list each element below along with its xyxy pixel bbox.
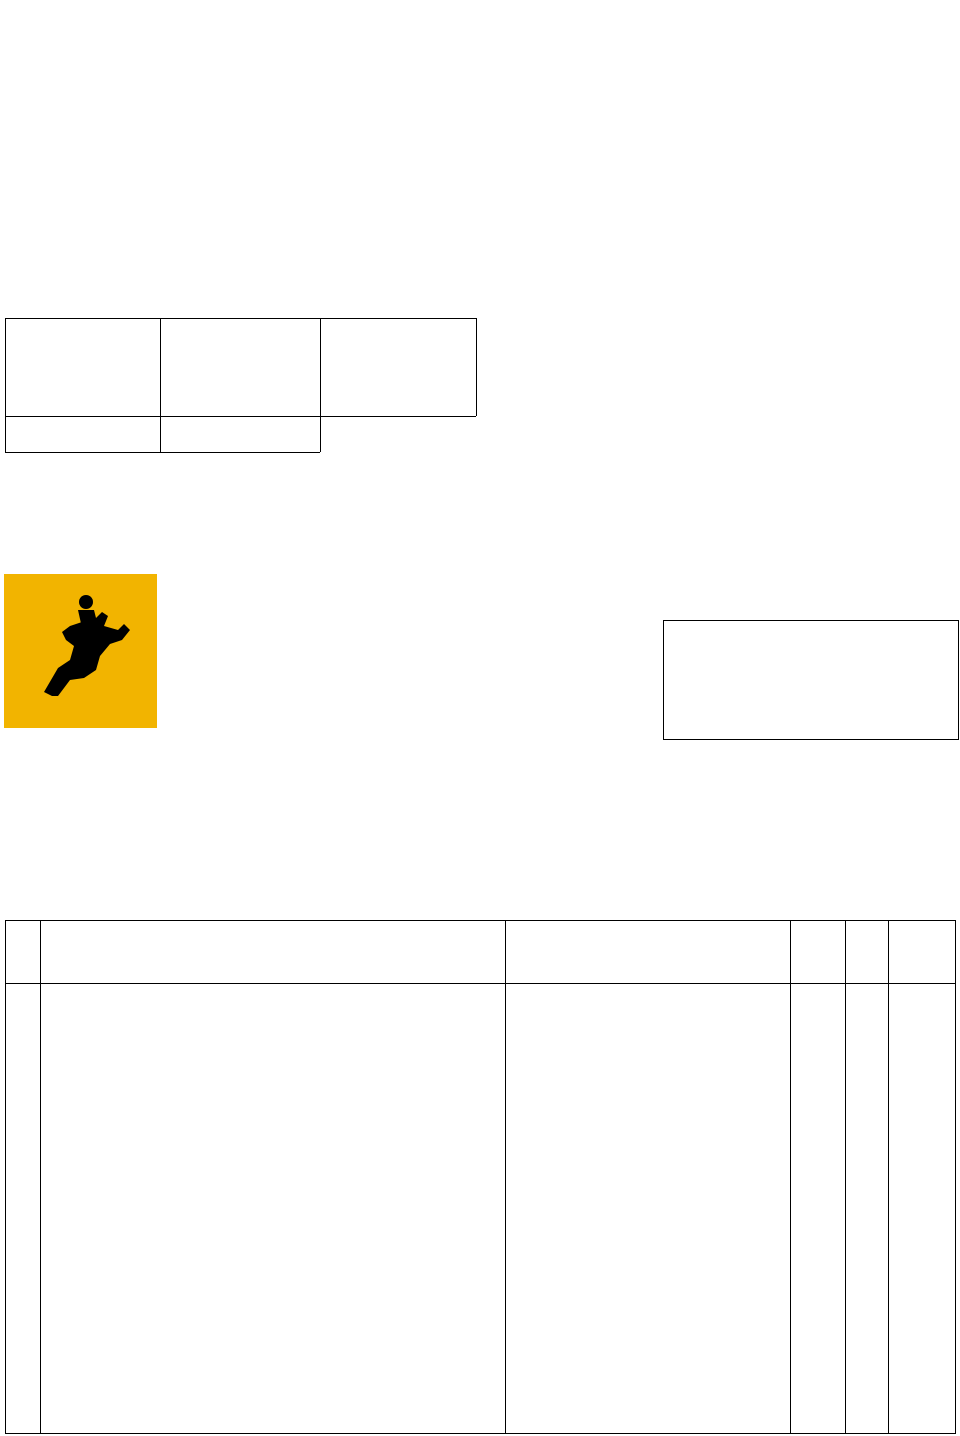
hipposerwis-logo	[4, 574, 157, 728]
horse-jumper-icon	[4, 574, 157, 728]
code-box	[663, 620, 959, 740]
